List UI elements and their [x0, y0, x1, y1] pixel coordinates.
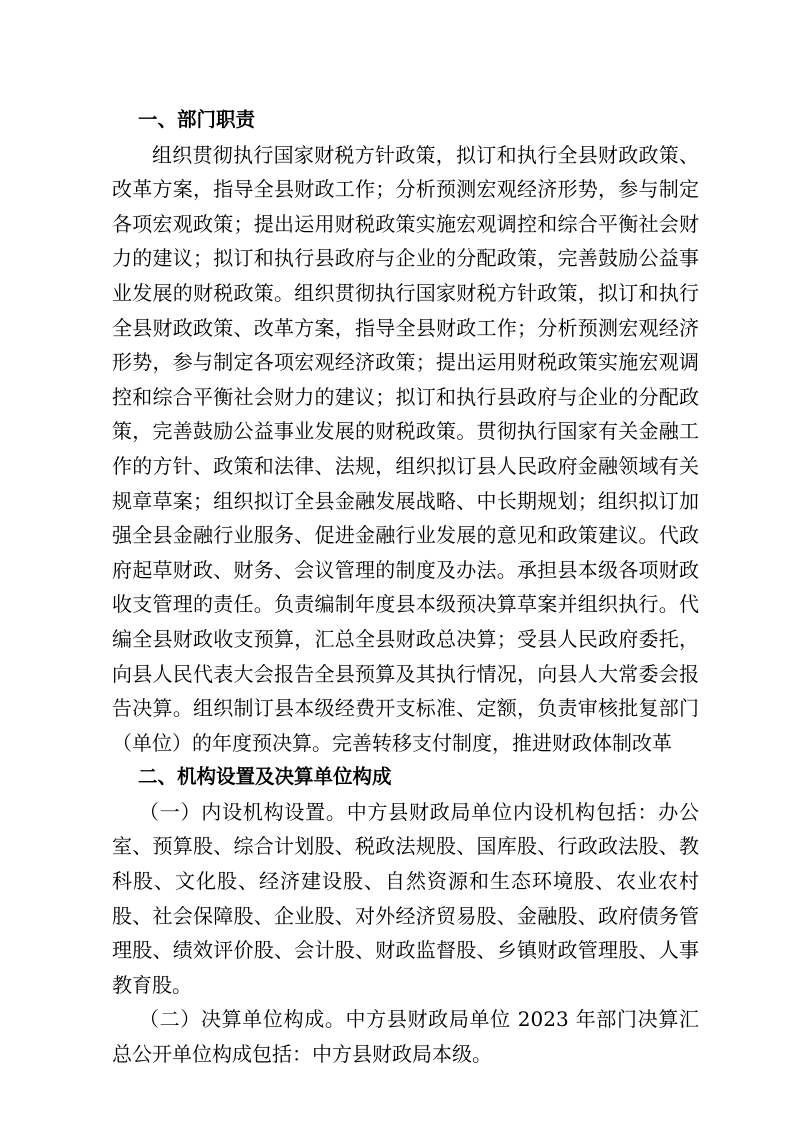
- section-heading-organization-structure: 二、机构设置及决算单位构成: [138, 765, 392, 789]
- final-accounts-units-paragraph: （二）决算单位构成。中方县财政局单位 2023 年部门决算汇总公开单位构成包括：中方县财政局本级。: [112, 1007, 699, 1067]
- internal-institutions-paragraph: （一）内设机构设置。中方县财政局单位内设机构包括：办公室、预算股、综合计划股、税政法规股、国库股、行政政法股、教科股、文化股、经济建设股、自然资源和生态环境股、农业农村股、社会保障股、企业股、对外经济贸易股、金融股、政府债务管理股、绩效评价股、会计股、财政监督股、乡镇财政管理股、人事教育股。: [112, 799, 699, 997]
- section-heading-department-duties: 一、部门职责: [138, 108, 256, 131]
- department-duties-paragraph: 组织贯彻执行国家财税方针政策，拟订和执行全县财政政策、改革方案，指导全县财政工作；分析预测宏观经济形势，参与制定各项宏观政策；提出运用财税政策实施宏观调控和综合平衡社会财力的建议；拟订和执行县政府与企业的分配政策，完善鼓励公益事业发展的财税政策。组织贯彻执行国家财税方针政策，拟订和执行全县财政政策、改革方案，指导全县财政工作；分析预测宏观经济形势，参与制定各项宏观经济政策；提出运用财税政策实施宏观调控和综合平衡社会财力的建议；拟订和执行县政府与企业的分配政策，完善鼓励公益事业发展的财税政策。贯彻执行国家有关金融工作的方针、政策和法律、法规，组织拟订县人民政府金融领域有关规章草案；组织拟订全县金融发展战略、中长期规划；组织拟订加强全县金融行业服务、促进金融行业发展的意见和政策建议。代政府起草财政、财务、会议管理的制度及办法。承担县本级各项财政收支管理的责任。负责编制年度县本级预决算草案并组织执行。代编全县财政收支预算，汇总全县财政总决算；受县人民政府委托，向县人民代表大会报告全县预算及其执行情况，向县人大常委会报告决算。组织制订县本级经费开支标准、定额，负责审核批复部门（单位）的年度预决算。完善转移支付制度，推进财政体制改革: [112, 142, 699, 755]
- document-content: [112, 103, 699, 1072]
